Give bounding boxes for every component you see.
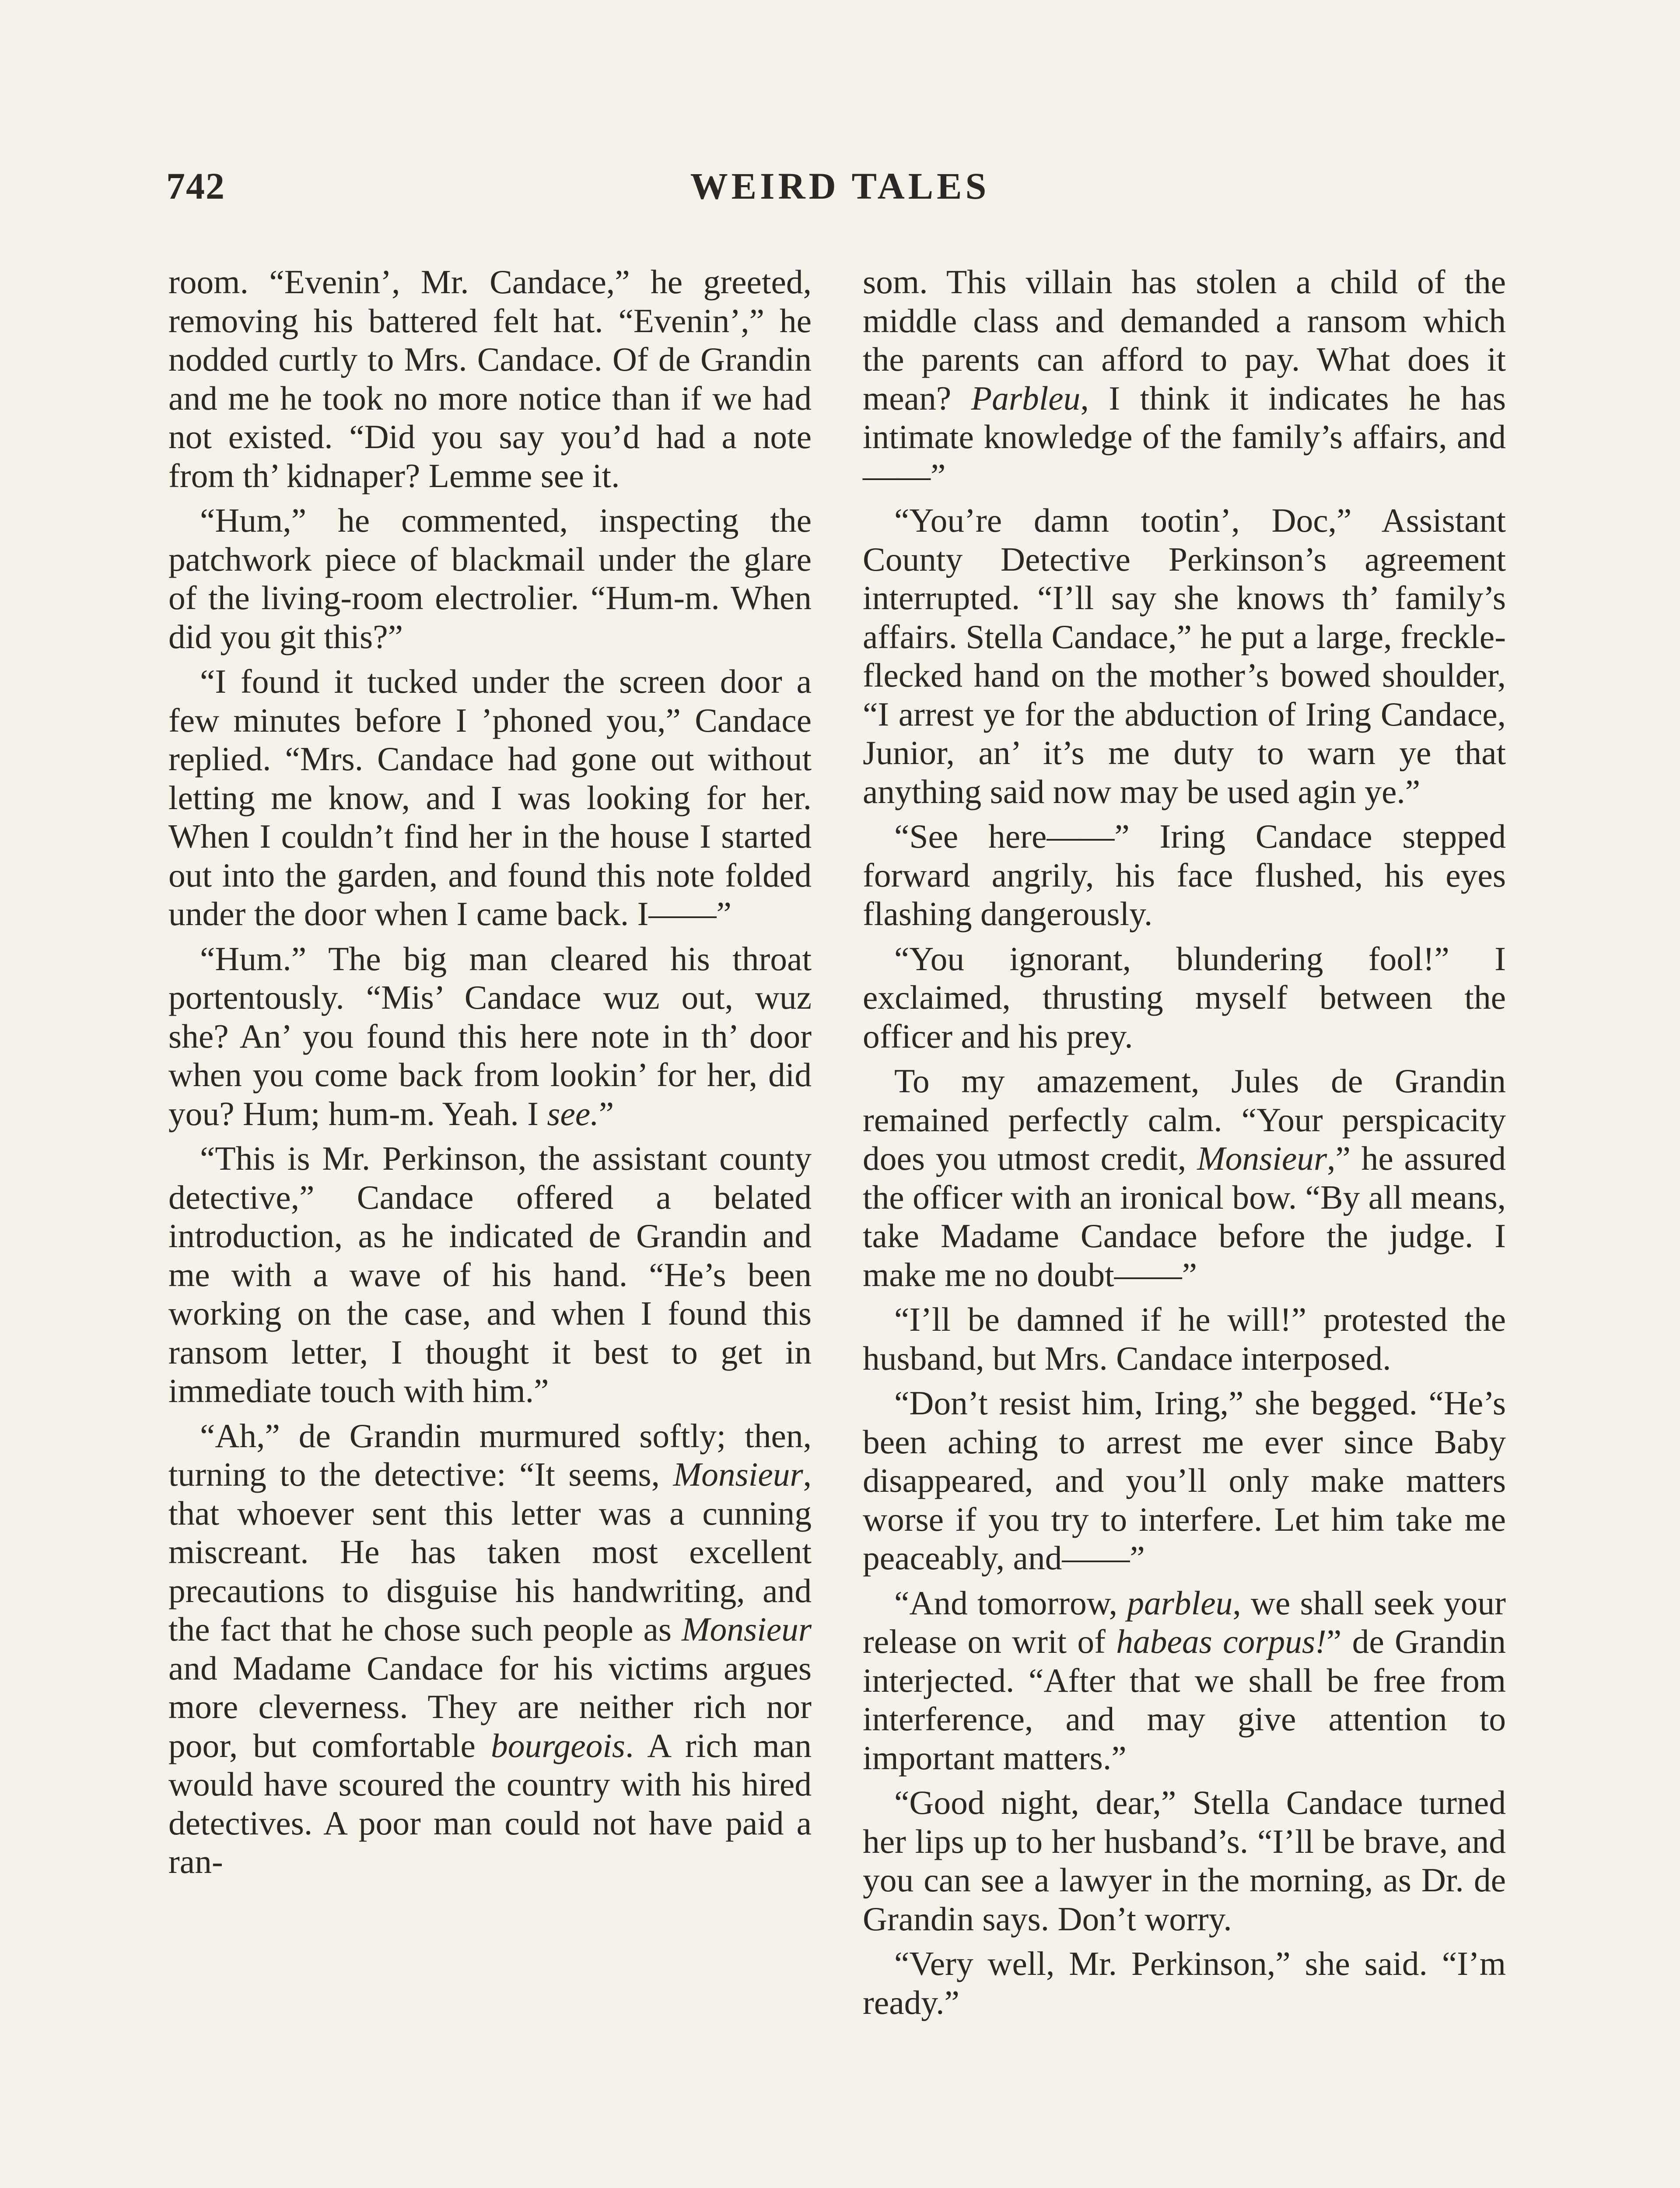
left-column [168, 263, 812, 1887]
paragraph: “Very well, Mr. Perkinson,” she said. “I’m ready.” [863, 1945, 1506, 2021]
paragraph: “Hum,” he commented, inspecting the patchwork piece of blackmail under the glare of the living-room electrolier. “Hum-m. When did you git this?” [168, 501, 812, 656]
paragraph: room. “Evenin’, Mr. Candace,” he greeted, removing his battered felt hat. “Evenin’,” he nodded curtly to Mrs. Candace. Of de Grandin and me he took no more notice than if we had not existed. “Did you say you’d had a note from th’ kidnaper? Lemme see it. [168, 263, 812, 494]
paragraph: “See here——” Iring Candace stepped forward angrily, his face flushed, his eyes flashing dangerously. [863, 817, 1506, 933]
paragraph: “And tomorrow, parbleu, we shall seek your release on writ of habeas corpus!” de Grandin interjected. “After that we shall be free from interference, and may give attention to important matters.” [863, 1584, 1506, 1777]
page-header [166, 164, 1514, 217]
running-title: WEIRD TALES [690, 165, 990, 207]
paragraph: “You ignorant, blundering fool!” I exclaimed, thrusting myself between the officer and his prey. [863, 940, 1506, 1055]
paragraph: “Hum.” The big man cleared his throat portentously. “Mis’ Candace wuz out, wuz she? An’ you found this here note in th’ door when you come back from lookin’ for her, did you? Hum; hum-m. Yeah. I see.” [168, 940, 812, 1133]
paragraph: “I found it tucked under the screen door a few minutes before I ’phoned you,” Candace replied. “Mrs. Candace had gone out without letting me know, and I was looking for her. When I couldn’t find her in the house I started out into the garden, and found this note folded under the door when I came back. I——” [168, 663, 812, 933]
paragraph: “Don’t resist him, Iring,” she begged. “He’s been aching to arrest me ever since Baby disappeared, and you’ll only make matters worse if you try to interfere. Let him take me peaceably, and——” [863, 1384, 1506, 1577]
paragraph: To my amazement, Jules de Grandin remained perfectly calm. “Your perspicacity does you utmost credit, Monsieur,” he assured the officer with an ironical bow. “By all means, take Madame Candace before the judge. I make me no doubt——” [863, 1062, 1506, 1294]
paragraph: “I’ll be damned if he will!” protested the husband, but Mrs. Candace interposed. [863, 1301, 1506, 1377]
paragraph: “This is Mr. Perkinson, the assistant county detective,” Candace offered a belated introduction, as he indicated de Grandin and me with a wave of his hand. “He’s been working on the case, and when I found this ransom letter, I thought it best to get in immediate touch with him.” [168, 1140, 812, 1410]
paragraph: som. This villain has stolen a child of the middle class and demanded a ransom which the parents can afford to pay. What does it mean? Parbleu, I think it indicates he has intimate knowledge of the family’s affairs, and——” [863, 263, 1506, 494]
page-number: 742 [166, 165, 225, 207]
paragraph: “Good night, dear,” Stella Candace turned her lips up to her husband’s. “I’ll be brave, and you can see a lawyer in the morning, as Dr. de Grandin says. Don’t worry. [863, 1784, 1506, 1938]
right-column [863, 263, 1506, 2028]
paragraph: “Ah,” de Grandin murmured softly; then, turning to the detective: “It seems, Monsieur, that whoever sent this letter was a cunning miscreant. He has taken most excellent precautions to disguise his handwriting, and the fact that he chose such people as Monsieur and Madame Candace for his victims argues more cleverness. They are neither rich nor poor, but comfortable bourgeois. A rich man would have scoured the country with his hired detectives. A poor man could not have paid a ran- [168, 1417, 812, 1880]
paragraph: “You’re damn tootin’, Doc,” Assistant County Detective Perkinson’s agreement interrupted. “I’ll say she knows th’ family’s affairs. Stella Candace,” he put a large, freckle-flecked hand on the mother’s bowed shoulder, “I arrest ye for the abduction of Iring Candace, Junior, an’ it’s me duty to warn ye that anything said now may be used agin ye.” [863, 501, 1506, 810]
